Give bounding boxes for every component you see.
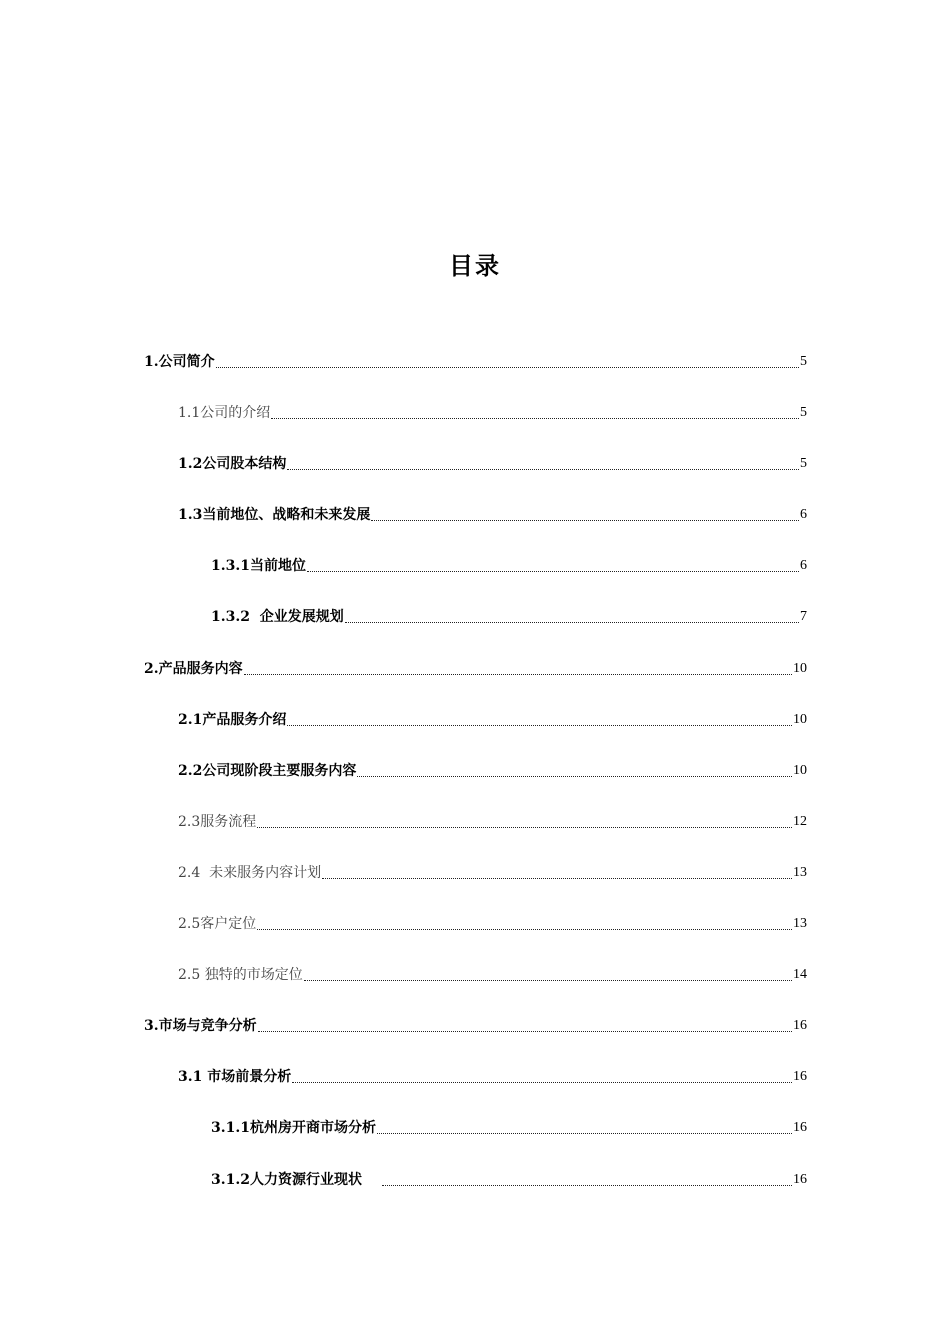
toc-entry-label: 2.1产品服务介绍: [178, 711, 287, 728]
toc-page-number: 10: [793, 711, 807, 727]
toc-entry[interactable]: [0, 761, 950, 812]
toc-entry[interactable]: [0, 352, 950, 403]
toc-page-number: 16: [793, 1018, 807, 1034]
toc-dot-leader: [271, 403, 799, 423]
toc-dot-leader: [345, 607, 799, 627]
toc-title: 目录: [449, 251, 501, 280]
toc-dot-leader: [292, 1067, 792, 1087]
toc-entry-label: 1.1公司的介绍: [178, 405, 271, 422]
toc-entry-label: 2.2公司现阶段主要服务内容: [178, 762, 357, 779]
toc-dot-leader: [287, 454, 799, 474]
toc-entry-label: 1.2公司股本结构: [178, 456, 287, 473]
toc-dot-leader: [371, 505, 799, 525]
toc-entry-label: 1.3当前地位、战略和未来发展: [178, 507, 371, 524]
toc-page-number: 7: [800, 609, 807, 625]
toc-list: [0, 352, 950, 1221]
toc-dot-leader: [307, 556, 799, 576]
toc-entry-label: 1.3.1当前地位: [211, 558, 306, 575]
toc-entry-label: 3.市场与竞争分析: [144, 1018, 257, 1035]
toc-dot-leader: [258, 1016, 792, 1036]
toc-page-number: 6: [800, 558, 807, 574]
toc-dot-leader: [377, 1118, 792, 1138]
toc-page-number: 16: [793, 1120, 807, 1136]
toc-dot-leader: [322, 863, 792, 883]
toc-entry[interactable]: [0, 1118, 950, 1169]
toc-entry-label: 2.5 独特的市场定位: [178, 967, 303, 984]
toc-entry[interactable]: [0, 710, 950, 761]
toc-dot-leader: [257, 812, 792, 832]
toc-page-number: 13: [793, 916, 807, 932]
toc-entry-label: 3.1 市场前景分析: [178, 1069, 292, 1086]
toc-entry[interactable]: [0, 403, 950, 454]
toc-page-number: 5: [800, 405, 807, 421]
toc-page-number: 16: [793, 1171, 807, 1187]
toc-entry[interactable]: [0, 454, 950, 505]
toc-entry[interactable]: [0, 863, 950, 914]
toc-page-number: 5: [800, 456, 807, 472]
toc-page-number: 10: [793, 660, 807, 676]
toc-dot-leader: [244, 659, 792, 679]
toc-entry[interactable]: [0, 965, 950, 1016]
toc-page-number: 5: [800, 354, 807, 369]
toc-dot-leader: [304, 965, 792, 985]
toc-dot-leader: [287, 710, 792, 730]
toc-page-number: 10: [793, 762, 807, 778]
toc-entry-label: 2.5客户定位: [178, 916, 257, 933]
toc-dot-leader: [216, 352, 799, 372]
toc-dot-leader: [257, 914, 792, 934]
toc-dot-leader: [382, 1170, 792, 1190]
toc-entry-label: 2.4 未来服务内容计划: [178, 864, 322, 881]
toc-entry[interactable]: [0, 556, 950, 607]
toc-page-number: 16: [793, 1069, 807, 1085]
toc-entry-label: 2.3服务流程: [178, 813, 257, 830]
toc-entry-label: 1.3.2 企业发展规划: [211, 609, 344, 626]
toc-entry[interactable]: [0, 1170, 950, 1221]
toc-entry[interactable]: [0, 1067, 950, 1118]
toc-entry[interactable]: [0, 607, 950, 658]
toc-entry[interactable]: [0, 505, 950, 556]
toc-entry[interactable]: [0, 1016, 950, 1067]
toc-page-number: 14: [793, 967, 807, 983]
toc-entry-label: 3.1.1杭州房开商市场分析: [211, 1120, 376, 1137]
toc-dot-leader: [357, 761, 792, 781]
toc-entry-label: 1.公司简介: [144, 354, 215, 370]
toc-entry[interactable]: [0, 914, 950, 965]
toc-entry-label: 3.1.2人力资源行业现状: [211, 1171, 382, 1188]
toc-page-number: 6: [800, 507, 807, 523]
toc-entry[interactable]: [0, 659, 950, 710]
toc-entry-label: 2.产品服务内容: [144, 660, 243, 677]
toc-entry[interactable]: [0, 812, 950, 863]
toc-page-number: 13: [793, 864, 807, 880]
toc-page-number: 12: [793, 813, 807, 829]
